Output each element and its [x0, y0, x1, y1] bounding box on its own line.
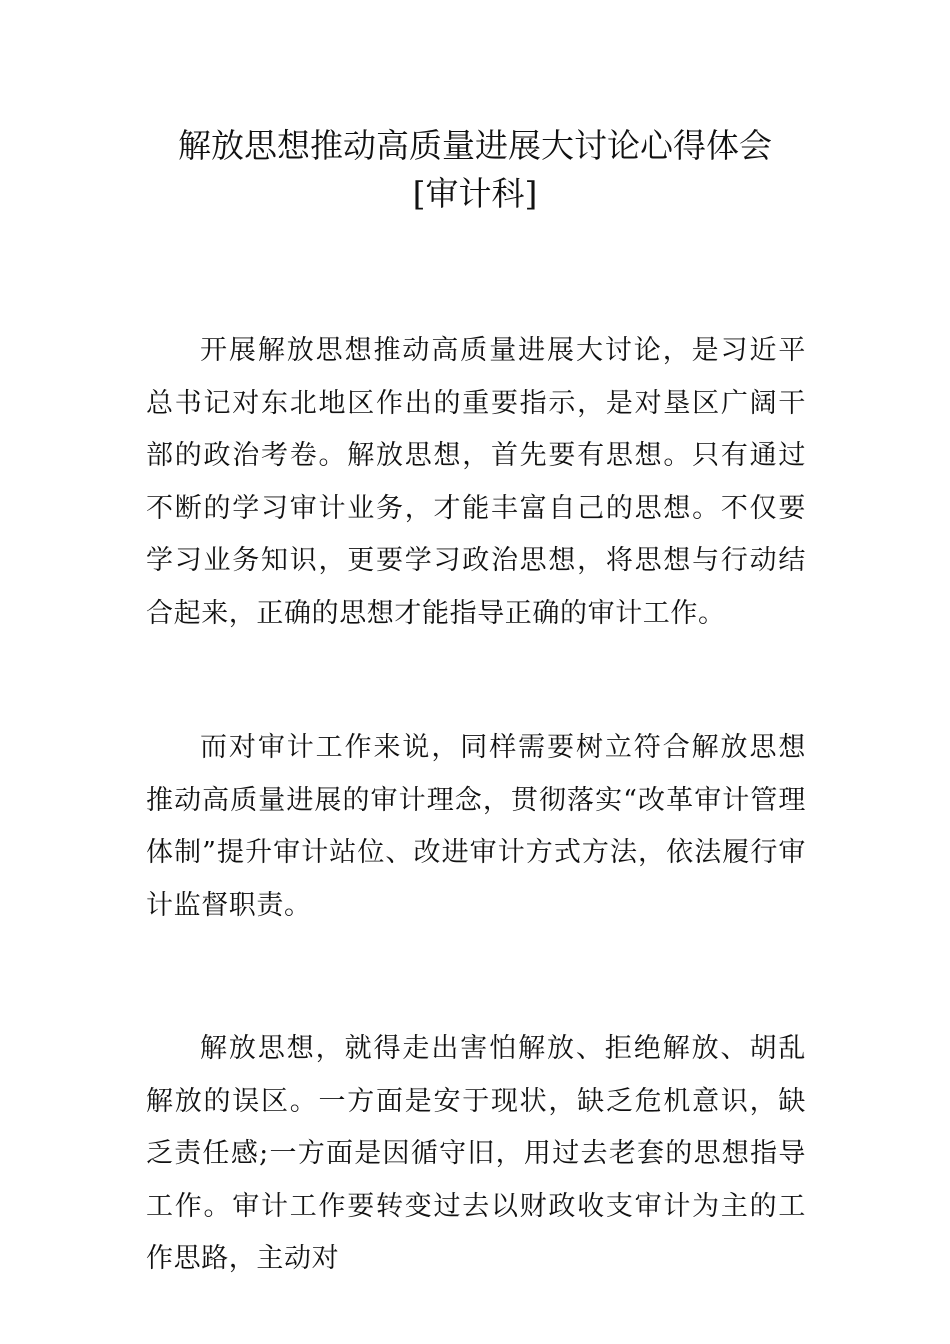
paragraph-3: 解放思想，就得走出害怕解放、拒绝解放、胡乱解放的误区。一方面是安于现状，缺乏危机意识，缺乏责任感;一方面是因循守旧，用过去老套的思想指导工作。审计工作要转变过去以财政收支审计为主的工作思路，主动对: [146, 1033, 806, 1274]
paragraph-1: 开展解放思想推动高质量进展大讨论，是习近平总书记对东北地区作出的重要指示，是对垦区广阔干部的政治考卷。解放思想，首先要有思想。只有通过不断的学习审计业务，才能丰富自己的思想。不仅要学习业务知识，更要学习政治思想，将思想与行动结合起来，正确的思想才能指导正确的审计工作。: [146, 335, 806, 629]
title-department: [审计科]: [412, 174, 538, 213]
document-title: [0, 122, 950, 218]
paragraph-2: 而对审计工作来说，同样需要树立符合解放思想推动高质量进展的审计理念，贯彻落实“改革审计管理体制”提升审计站位、改进审计方式方法，依法履行审计监督职责。: [146, 732, 806, 921]
title-main: 解放思想推动高质量进展大讨论心得体会: [178, 126, 772, 165]
